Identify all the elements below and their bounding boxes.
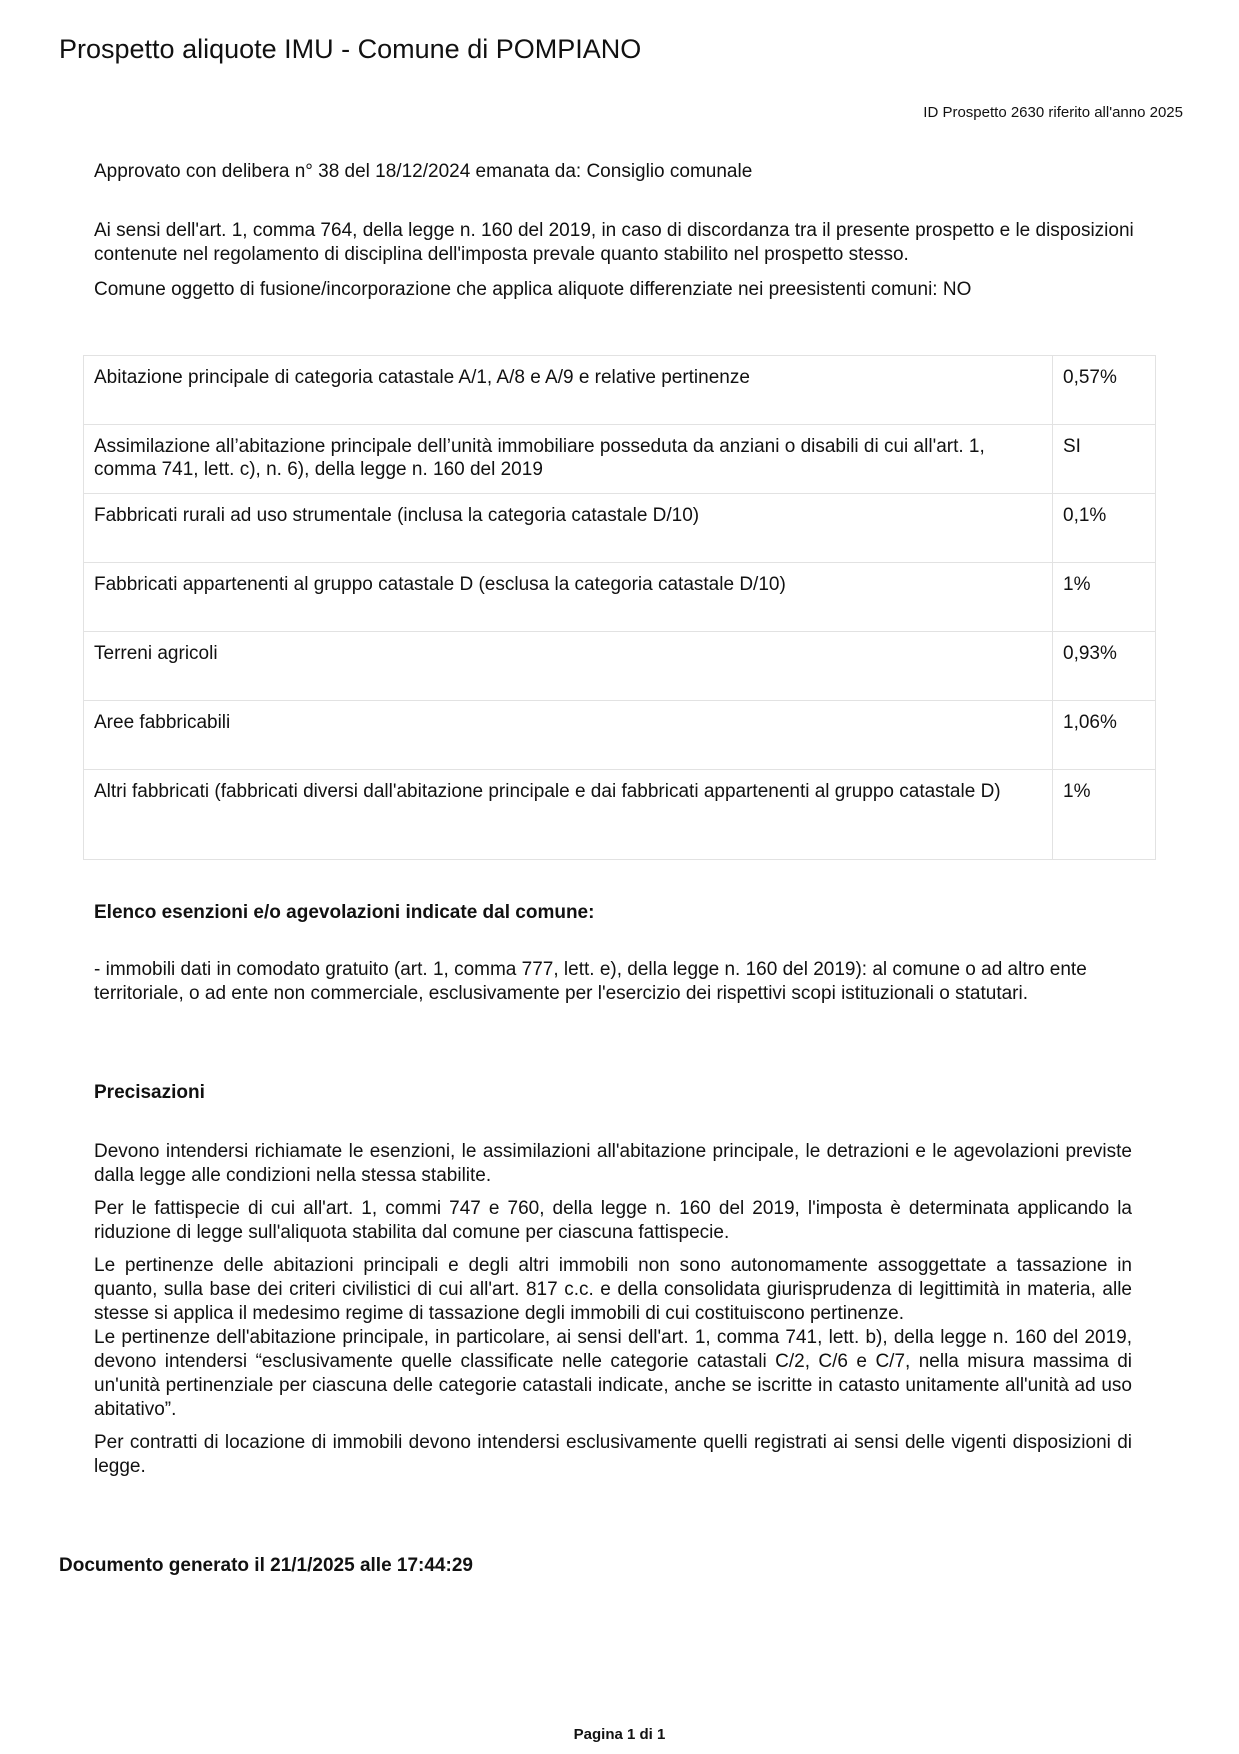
table-row	[84, 563, 1156, 632]
rate-value: 1%	[1053, 770, 1156, 860]
legal-note: Ai sensi dell'art. 1, comma 764, della legge n. 160 del 2019, in caso di discordanza tra il presente prospetto e le disposizioni contenute nel regolamento di disciplina dell'imposta prevale quanto stabilito nel prospetto stesso.	[94, 220, 1134, 265]
fusion-note: Comune oggetto di fusione/incorporazione che applica aliquote differenziate nei preesistenti comuni: NO	[94, 279, 972, 300]
clarification-paragraph: Le pertinenze delle abitazioni principali e degli altri immobili non sono autonomamente assoggettate a tassazione in quanto, sulla base dei criteri civilistici di cui all'art. 817 c.c. e della consolidata giurisprudenza di legittimità in materia, alle stesse si applica il medesimo regime di tassazione degli immobili di cui costituiscono pertinenze.	[94, 1255, 1132, 1324]
table-row	[84, 356, 1156, 425]
exemption-item: - immobili dati in comodato gratuito (art. 1, comma 777, lett. e), della legge n. 160 del 2019): al comune o ad altro ente territoriale, o ad ente non commerciale, esclusivamente per l'esercizio dei rispettivi scopi istituzionali o statutari.	[94, 959, 1087, 1004]
approval-line: Approvato con delibera n° 38 del 18/12/2024 emanata da: Consiglio comunale	[94, 161, 753, 182]
clarifications-body	[94, 1140, 1132, 1488]
rate-description: Altri fabbricati (fabbricati diversi dall'abitazione principale e dai fabbricati appartenenti al gruppo catastale D)	[84, 770, 1053, 860]
table-row	[84, 632, 1156, 701]
generated-timestamp: Documento generato il 21/1/2025 alle 17:44:29	[59, 1555, 473, 1576]
rates-table	[83, 355, 1156, 860]
clarification-paragraph: Per le fattispecie di cui all'art. 1, commi 747 e 760, della legge n. 160 del 2019, l'imposta è determinata applicando la riduzione di legge sull'aliquota stabilita dal comune per ciascuna fattispecie.	[94, 1198, 1132, 1243]
rate-description: Fabbricati appartenenti al gruppo catastale D (esclusa la categoria catastale D/10)	[84, 563, 1053, 632]
table-row	[84, 701, 1156, 770]
table-row	[84, 494, 1156, 563]
page-title: Prospetto aliquote IMU - Comune di POMPIANO	[59, 34, 642, 64]
rate-value: SI	[1053, 425, 1156, 494]
exemptions-heading: Elenco esenzioni e/o agevolazioni indicate dal comune:	[94, 902, 595, 923]
rate-value: 0,1%	[1053, 494, 1156, 563]
rate-value: 1%	[1053, 563, 1156, 632]
page-number: Pagina 1 di 1	[573, 1726, 666, 1743]
clarifications-heading: Precisazioni	[94, 1082, 205, 1103]
prospetto-id: ID Prospetto 2630 riferito all'anno 2025	[923, 104, 1183, 121]
table-row	[84, 770, 1156, 860]
clarification-paragraph: Le pertinenze dell'abitazione principale, in particolare, ai sensi dell'art. 1, comma 741, lett. b), della legge n. 160 del 2019, devono intendersi “esclusivamente quelle classificate nelle categorie catastali C/2, C/6 e C/7, nella misura massima di un'unità pertinenziale per ciascuna delle categorie catastali indicate, anche se iscritte in catasto unitamente all'unità ad uso abitativo”.	[94, 1327, 1132, 1420]
clarification-paragraph: Devono intendersi richiamate le esenzioni, le assimilazioni all'abitazione principale, le detrazioni e le agevolazioni previste dalla legge alle condizioni nella stessa stabilite.	[94, 1141, 1132, 1186]
rate-value: 1,06%	[1053, 701, 1156, 770]
rate-value: 0,57%	[1053, 356, 1156, 425]
rate-description: Fabbricati rurali ad uso strumentale (inclusa la categoria catastale D/10)	[84, 494, 1053, 563]
clarification-paragraph: Per contratti di locazione di immobili devono intendersi esclusivamente quelli registrati ai sensi delle vigenti disposizioni di legge.	[94, 1432, 1132, 1477]
rate-description: Terreni agricoli	[84, 632, 1053, 701]
table-row	[84, 425, 1156, 494]
rate-value: 0,93%	[1053, 632, 1156, 701]
rate-description: Aree fabbricabili	[84, 701, 1053, 770]
rate-description: Assimilazione all’abitazione principale dell’unità immobiliare posseduta da anziani o disabili di cui all'art. 1, comma 741, lett. c), n. 6), della legge n. 160 del 2019	[84, 425, 1053, 494]
rate-description: Abitazione principale di categoria catastale A/1, A/8 e A/9 e relative pertinenze	[84, 356, 1053, 425]
